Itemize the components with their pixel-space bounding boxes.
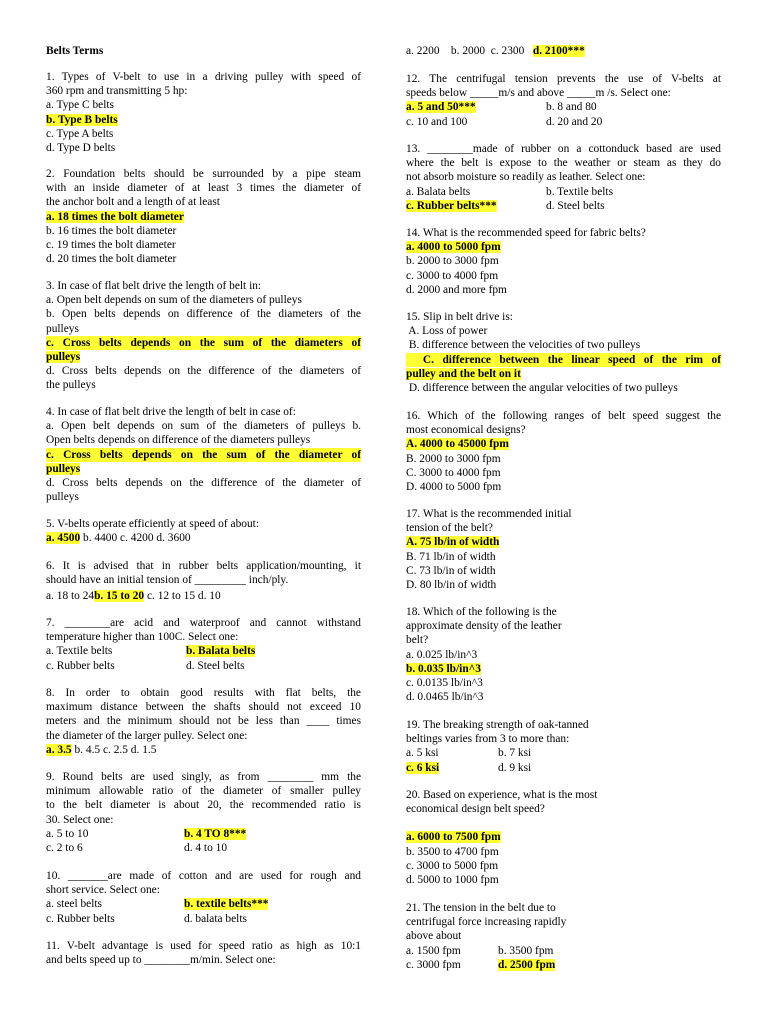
question-text: 2. Foundation belts should be surrounded by a pipe steam — [46, 168, 361, 180]
answer-highlight: C. difference between the linear speed of the rim of — [406, 353, 721, 366]
option: c. 3000 fpm — [406, 958, 461, 971]
option: the pulleys — [46, 379, 96, 392]
option: B. 2000 to 3000 fpm — [406, 452, 501, 465]
question-text: should have an initial tension of _________ inch/ply. — [46, 574, 289, 587]
answer-highlight: pulley and the belt on it — [406, 367, 521, 380]
option: c. 12 to 15 d. 10 — [144, 590, 221, 603]
answer-highlight: b. 0.035 lb/in^3 — [406, 662, 481, 675]
question-11-options — [406, 44, 721, 58]
answer-highlight: b. Type B belts — [46, 113, 118, 126]
question-4 — [46, 405, 361, 504]
option: a. Type C belts — [46, 99, 114, 112]
question-text: 11. V-belt advantage is used for speed ratio as high as 10:1 — [46, 940, 361, 952]
option: d. 20 and 20 — [546, 115, 603, 128]
question-19 — [406, 718, 721, 775]
option: D. difference between the angular velocities of two pulleys — [406, 382, 678, 395]
option: d. 2000 and more fpm — [406, 283, 507, 296]
option: D. 80 lb/in of width — [406, 579, 497, 592]
answer-highlight: c. Cross belts depends on the sum of the diameters of — [46, 336, 361, 349]
answer-highlight: a. 5 and 50*** — [406, 101, 476, 114]
question-text: 15. Slip in belt drive is: — [406, 311, 513, 323]
question-text: approximate density of the leather — [406, 620, 562, 633]
option: pulleys — [46, 322, 79, 335]
option: b. 7 ksi — [498, 747, 532, 760]
question-text: beltings varies from 3 to more than: — [406, 733, 570, 746]
question-text: meters and the minimum should not be less than ____ times — [46, 715, 361, 728]
answer-highlight: c. Rubber belts*** — [406, 199, 497, 212]
question-10 — [46, 869, 361, 926]
option: a. 1500 fpm — [406, 944, 461, 957]
option: d. Type D belts — [46, 142, 116, 155]
question-text: the anchor bolt and a length of at least — [46, 196, 220, 209]
answer-highlight: A. 75 lb/in of width — [406, 536, 500, 549]
answer-highlight: A. 4000 to 45000 fpm — [406, 438, 509, 451]
answer-highlight: b. 15 to 20 — [94, 590, 145, 603]
question-text: speeds below _____m/s and above _____m /s. Select one: — [406, 87, 671, 100]
option: b. Textile belts — [546, 185, 614, 198]
question-14 — [406, 226, 721, 297]
option: d. Cross belts depends on the difference of the diameters of — [46, 365, 361, 378]
question-text: 3. In case of flat belt drive the length of belt in: — [46, 280, 262, 292]
option: c. 3000 to 4000 fpm — [406, 269, 499, 282]
question-13 — [406, 142, 721, 213]
option: a. Open belt depends on sum of the diameters of pulleys b. — [46, 420, 361, 433]
question-20 — [406, 788, 721, 887]
option: d. 9 ksi — [498, 761, 532, 774]
question-text: 16. Which of the following ranges of belt speed suggest the — [406, 410, 721, 422]
option: c. 3000 to 5000 fpm — [406, 859, 499, 872]
option: c. 10 and 100 — [406, 115, 468, 128]
option: d. 5000 to 1000 fpm — [406, 874, 499, 887]
option: d. Cross belts depends on the difference of the diameter of — [46, 477, 361, 490]
question-text: minimum allowable ratio of the diameter of smaller pulley — [46, 785, 361, 798]
question-text: 12. The centrifugal tension prevents the use of V-belts at — [406, 73, 721, 85]
question-text: 4. In case of flat belt drive the length of belt in case of: — [46, 406, 296, 418]
question-text: 30. Select one: — [46, 813, 114, 826]
option: pulleys — [46, 491, 79, 504]
option: d. Steel belts — [186, 659, 245, 672]
answer-highlight: a. 4500 — [46, 532, 81, 545]
option: c. Rubber belts — [46, 912, 115, 925]
option: a. 5 to 10 — [46, 827, 89, 840]
option: d. Steel belts — [546, 199, 605, 212]
question-text: 21. The tension in the belt due to — [406, 902, 556, 914]
question-text: short service. Select one: — [46, 884, 160, 897]
answer-highlight: c. 6 ksi — [406, 761, 440, 774]
answer-highlight: b. 4 TO 8*** — [184, 827, 247, 840]
option: b. Open belts depends on difference of the diameters of the — [46, 308, 361, 321]
question-text: above about — [406, 930, 462, 943]
option: d. balata belts — [184, 912, 247, 925]
answer-highlight: a. 18 times the bolt diameter — [46, 210, 184, 223]
question-text: 20. Based on experience, what is the most — [406, 789, 598, 801]
question-3 — [46, 279, 361, 393]
question-5 — [46, 517, 361, 545]
option: C. 73 lb/in of width — [406, 564, 496, 577]
question-text: where the belt is expose to the weather or steam as they do — [406, 157, 721, 170]
option: d. 20 times the bolt diameter — [46, 253, 177, 266]
question-text: most economical designs? — [406, 424, 526, 437]
answer-highlight: a. 4000 to 5000 fpm — [406, 241, 501, 254]
option: Open belts depends on difference of the diameters pulleys — [46, 434, 311, 447]
question-text: maximum distance between the shafts should not exceed 10 — [46, 701, 361, 714]
option: B. difference between the velocities of two pulleys — [406, 339, 641, 352]
option: b. 3500 fpm — [498, 944, 554, 957]
question-text: centrifugal force increasing rapidly — [406, 916, 567, 929]
question-text: to the belt diameter is about 20, the recommended ratio is — [46, 799, 361, 812]
question-text: 1. Types of V-belt to use in a driving pulley with speed of — [46, 71, 361, 83]
option: a. Open belt depends on sum of the diameters of pulleys — [46, 294, 302, 307]
question-text: 19. The breaking strength of oak-tanned — [406, 719, 589, 731]
question-7 — [46, 616, 361, 673]
option: a. 2200 b. 2000 c. 2300 — [406, 45, 525, 57]
option: a. 0.025 lb/in^3 — [406, 648, 478, 661]
option: a. 18 to 24 — [46, 590, 95, 603]
question-9 — [46, 770, 361, 855]
question-text: 10. _______are made of cotton and are used for rough and — [46, 870, 361, 882]
answer-highlight: d. 2100*** — [532, 45, 585, 57]
question-text: 7. ________are acid and waterproof and cannot withstand — [46, 617, 361, 629]
question-text: with an inside diameter of at least 3 times the diameter of — [46, 182, 361, 195]
question-2 — [46, 167, 361, 266]
question-15 — [406, 310, 721, 395]
option: d. 4 to 10 — [184, 842, 228, 855]
answer-highlight: c. Cross belts depends on the sum of the diameter of — [46, 448, 361, 461]
question-text: 18. Which of the following is the — [406, 606, 557, 618]
question-text: and belts speed up to ________m/min. Select one: — [46, 954, 276, 967]
question-text: 17. What is the recommended initial — [406, 508, 572, 520]
question-text: the diameter of the larger pulley. Select one: — [46, 729, 248, 742]
option: b. 4.5 c. 2.5 d. 1.5 — [71, 743, 157, 756]
question-text: 14. What is the recommended speed for fabric belts? — [406, 227, 646, 239]
question-text: economical design belt speed? — [406, 803, 545, 816]
question-text: 8. In order to obtain good results with flat belts, the — [46, 687, 361, 699]
option: c. 0.0135 lb/in^3 — [406, 677, 483, 690]
question-text: belt? — [406, 634, 429, 647]
question-21 — [406, 901, 721, 972]
option: b. 16 times the bolt diameter — [46, 224, 177, 237]
document-title: Belts Terms — [46, 45, 104, 57]
option: b. 4400 c. 4200 d. 3600 — [80, 532, 191, 545]
document-title-block — [46, 44, 361, 58]
question-17 — [406, 507, 721, 592]
question-12 — [406, 72, 721, 129]
answer-highlight: pulleys — [46, 462, 81, 475]
option: B. 71 lb/in of width — [406, 550, 496, 563]
question-text: 13. ________made of rubber on a cottonduck based are used — [406, 143, 721, 155]
question-text: 5. V-belts operate efficiently at speed of about: — [46, 518, 259, 530]
question-text: not absorb moisture so readily as leather. Select one: — [406, 171, 646, 184]
option: a. Textile belts — [46, 645, 113, 658]
option: b. 3500 to 4700 fpm — [406, 845, 499, 858]
answer-highlight: a. 6000 to 7500 fpm — [406, 831, 501, 844]
question-text: temperature higher than 100C. Select one: — [46, 631, 239, 644]
option: a. Balata belts — [406, 185, 471, 198]
option: c. 19 times the bolt diameter — [46, 239, 176, 252]
question-18 — [406, 605, 721, 704]
question-8 — [46, 686, 361, 757]
option: a. steel belts — [46, 898, 102, 911]
question-16 — [406, 409, 721, 494]
question-11 — [46, 939, 361, 967]
option: b. 8 and 80 — [546, 101, 597, 114]
option: D. 4000 to 5000 fpm — [406, 481, 502, 494]
question-text: 6. It is advised that in rubber belts application/mounting, it — [46, 560, 361, 572]
option: d. 0.0465 lb/in^3 — [406, 691, 484, 704]
question-text: tension of the belt? — [406, 522, 493, 535]
question-6 — [46, 559, 361, 604]
option: c. Rubber belts — [46, 659, 115, 672]
option: b. 2000 to 3000 fpm — [406, 255, 499, 268]
option: a. 5 ksi — [406, 747, 439, 760]
option: C. 3000 to 4000 fpm — [406, 466, 501, 479]
answer-highlight: pulleys — [46, 351, 81, 364]
answer-highlight: a. 3.5 — [46, 743, 72, 756]
answer-highlight: d. 2500 fpm — [498, 958, 556, 971]
option: c. Type A belts — [46, 127, 114, 140]
question-text: 360 rpm and transmitting 5 hp: — [46, 85, 188, 98]
question-1 — [46, 70, 361, 155]
answer-highlight: b. Balata belts — [186, 645, 256, 658]
question-text: 9. Round belts are used singly, as from ________ mm the — [46, 771, 361, 783]
option: c. 2 to 6 — [46, 842, 83, 855]
answer-highlight: b. textile belts*** — [184, 898, 269, 911]
option: A. Loss of power — [406, 325, 488, 338]
